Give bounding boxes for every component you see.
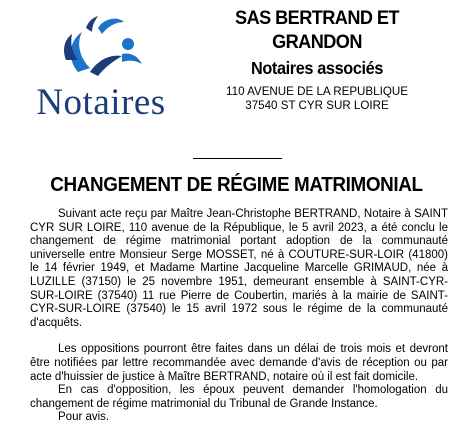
notice-title: CHANGEMENT DE RÉGIME MATRIMONIAL	[50, 173, 423, 196]
firm-address-line1: 110 AVENUE DE LA REPUBLIQUE	[226, 85, 408, 98]
notice-paragraph: Les oppositions pourront être faites dans un délai de trois mois et devront être notifiées par lettre recommandée avec demande d'avis de réception ou par acte d'huissier de justice à Maître BERTRAND, notaire où il est fait domicile.	[30, 343, 448, 383]
notaires-logo	[26, 10, 176, 122]
notice-body	[30, 208, 448, 425]
firm-address-line2: 37540 ST CYR SUR LOIRE	[245, 98, 389, 112]
notice-paragraph: Suivant acte reçu par Maître Jean-Christophe BERTRAND, Notaire à SAINT CYR SUR LOIRE, 110 avenue de la République, le 5 avril 2023, a été conclu le changement de régime matrimonial portant adoption de la communauté universelle entre Monsieur Serge MOSSET, né à COUTURE-SUR-LOIR (41800) le 14 février 1949, et Madame Martine Jacqueline Marcelle GRIMAUD, née à LUZILLE (37150) le 25 novembre 1951, demeurant ensemble à SAINT-CYR-SUR-LOIRE (37540) 11 rue Pierre de Coubertin, mariés à la mairie de SAINT-CYR-SUR-LOIRE (37540) le 15 avril 1972 sous le régime de la communauté d'acquêts.	[30, 208, 448, 329]
notaires-emblem-icon	[26, 10, 176, 85]
separator-rule	[193, 158, 282, 159]
firm-subtitle: Notaires associés	[250, 58, 384, 78]
notice-paragraph: En cas d'opposition, les époux peuvent demander l'homologation du changement de régime matrimonial du Tribunal de Grande Instance.	[30, 384, 448, 410]
firm-header	[186, 6, 448, 112]
firm-name: SAS BERTRAND ET GRANDON	[235, 7, 399, 53]
logo-wordmark: Notaires	[36, 82, 166, 123]
notice-paragraph: Pour avis.	[58, 411, 110, 424]
